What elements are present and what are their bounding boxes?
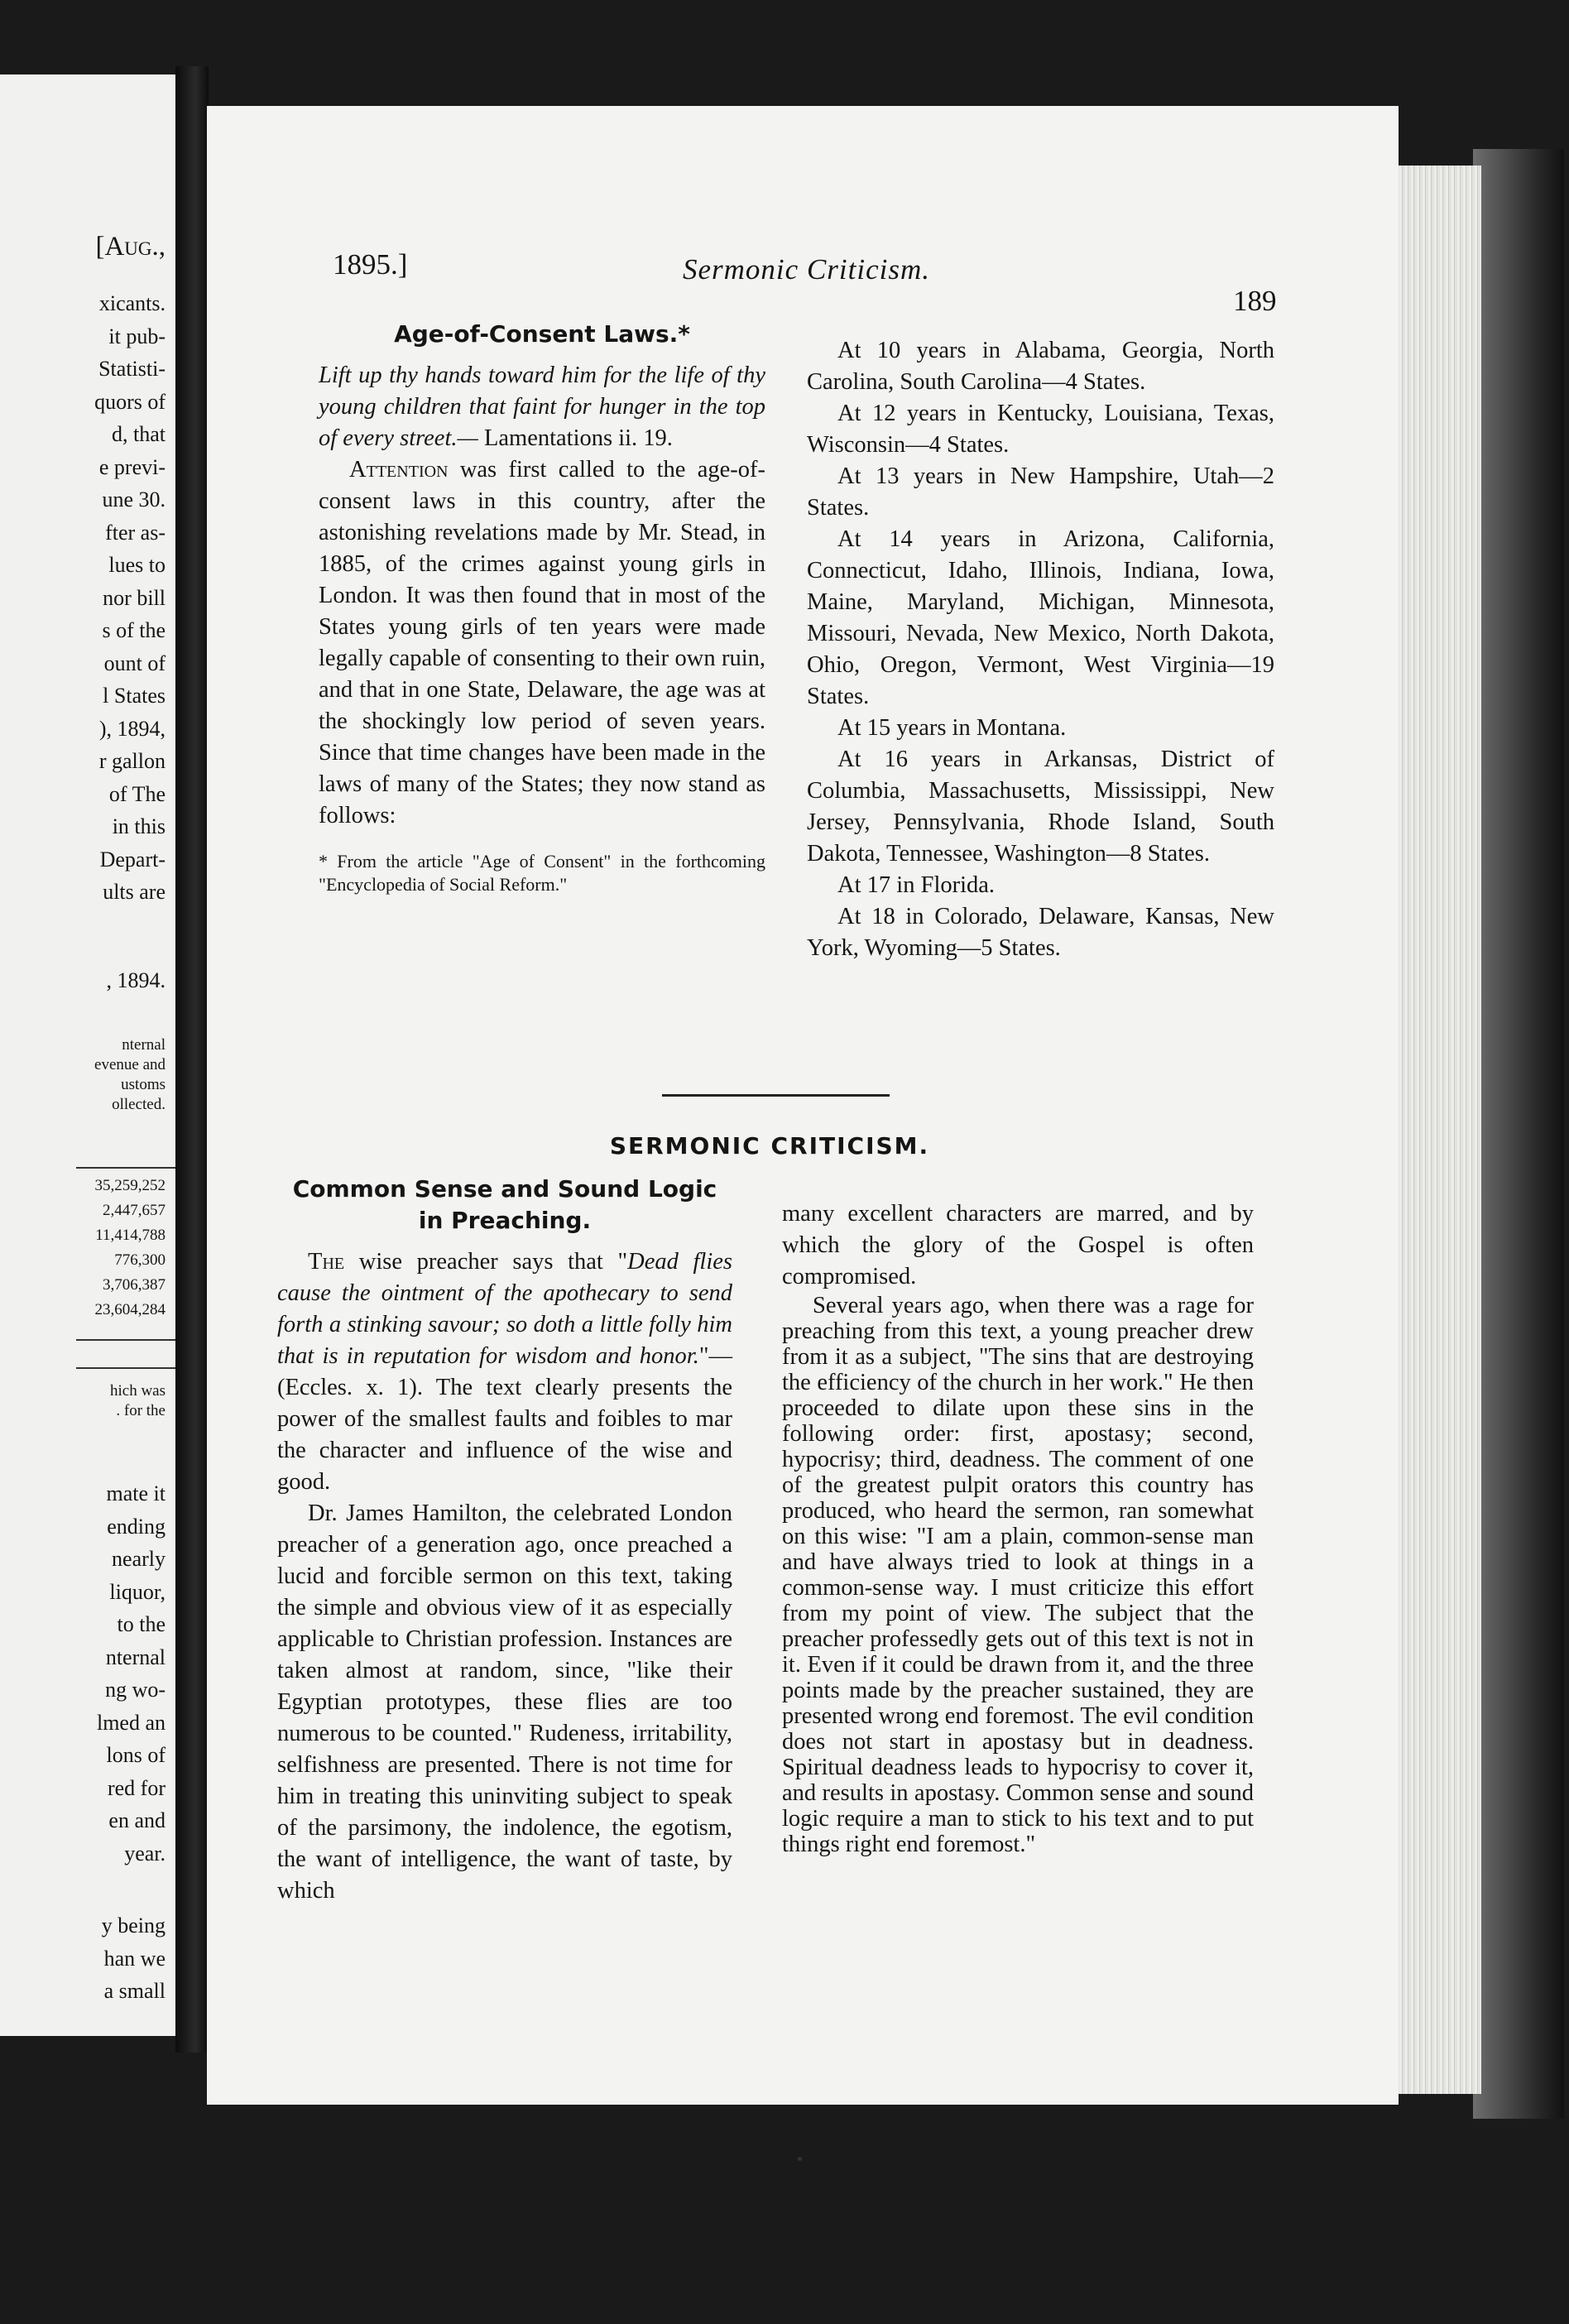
left-page-line: lues to — [108, 553, 166, 577]
age-of-consent-list-item: At 16 years in Arkansas, District of Columbia, Massachusetts, Mississippi, New Jersey, Pennsylvania, Rhode Island, South Dakota, Tennessee, Washington—8 States. — [807, 747, 1274, 867]
age-of-consent-list-item: At 17 in Florida. — [837, 872, 996, 898]
page-edge-shadow — [1473, 149, 1564, 2119]
left-page-line: fter as- — [105, 520, 166, 545]
left-page-note-line: hich was — [109, 1382, 166, 1400]
header-year: 1895.] — [333, 248, 408, 281]
page-number: 189 — [1233, 285, 1277, 317]
left-page-line: han we — [103, 1946, 166, 1971]
left-page-line: ults are — [103, 880, 166, 904]
left-page-line: of The — [108, 781, 166, 806]
article2-paragraph-2-continued: many excellent characters are marred, and by which the glory of the Gospel is often compromised. — [782, 1201, 1254, 1289]
lead-word: The — [308, 1249, 345, 1275]
left-page-line: une 30. — [102, 487, 166, 511]
left-page-line: to the — [117, 1612, 166, 1636]
article1-title: Age-of-Consent Laws.* — [394, 320, 690, 348]
left-page-line: in this — [112, 814, 166, 838]
left-page-line: r gallon — [98, 749, 166, 773]
left-page-line: e previ- — [98, 454, 166, 479]
left-page-line: xicants. — [98, 291, 166, 315]
article2-title: Common Sense and Sound Logic in Preaching. — [292, 1175, 717, 1234]
age-of-consent-list-item: At 14 years in Arizona, California, Connecticut, Idaho, Illinois, Indiana, Iowa, Maine, Maryland, Michigan, Minnesota, Missouri, Nevada, New Mexico, North Dakota, Ohio, Oregon, Vermont, West Virginia—19 States. — [807, 526, 1274, 709]
left-page-line: nor bill — [103, 585, 166, 610]
left-page-line: lmed an — [96, 1710, 166, 1735]
left-page-table-value: 23,604,284 — [94, 1301, 166, 1318]
article2-paragraph-1 — [277, 1246, 732, 1498]
left-page-table-value: 3,706,387 — [103, 1276, 166, 1294]
epigraph-reference: Lamentations ii. 19. — [483, 425, 673, 451]
left-page-rule — [76, 1167, 175, 1169]
left-page-table-value: 2,447,657 — [103, 1202, 166, 1219]
section-divider — [662, 1094, 890, 1097]
age-of-consent-list-item: At 10 years in Alabama, Georgia, North Carolina, South Carolina—4 States. — [807, 338, 1274, 395]
p1-text-b: "—(Eccles. x. 1). The text clearly presents the power of the smallest faults and foibles to mar the character and influence of the wise and good. — [277, 1343, 732, 1495]
left-page-line: s of the — [102, 618, 166, 642]
left-page-line: l States — [103, 684, 166, 708]
left-page-line: red for — [107, 1775, 166, 1800]
left-page-rule — [76, 1339, 175, 1341]
left-page-line: year. — [124, 1841, 166, 1865]
article2-left-column — [277, 1174, 732, 1907]
left-page-line: quors of — [94, 389, 166, 414]
lead-word: Attention — [349, 457, 449, 483]
running-title: Sermonic Criticism. — [683, 253, 930, 286]
left-page-table-value: 776,300 — [114, 1251, 166, 1269]
age-of-consent-list-item: At 12 years in Kentucky, Louisiana, Texas, Wisconsin—4 States. — [807, 401, 1274, 458]
left-page-line: mate it — [106, 1481, 166, 1505]
left-page-table-header-line: evenue and — [94, 1056, 166, 1073]
left-page-year: , 1894. — [106, 968, 166, 992]
previous-page-fragment — [0, 74, 175, 2036]
left-page-header: [Aug., — [95, 232, 166, 262]
left-page-line: lons of — [106, 1743, 166, 1767]
p1-quote: Dead flies cause the ointment of the apothecary to send forth a stinking savour; so doth a little folly him that is in reputation for wisdom and honor. — [277, 1249, 732, 1369]
left-page-line: a small — [103, 1979, 166, 2003]
left-page-table-header-line: nternal — [122, 1036, 166, 1054]
book-gutter — [175, 66, 209, 2053]
article2-paragraph-2: Dr. James Hamilton, the celebrated London preacher of a generation ago, once preached a lucid and forcible sermon on this text, taking the simple and obvious view of it as especially applicable to Christian profession. Instances are taken almost at random, since, "like their Egyptian prototypes, these flies are too numerous to be counted." Rudeness, irritability, selfishness are presented. There is not time for him in treating this uninviting subject to speak of the parsimony, the indolence, the egotism, the want of intelligence, the want of taste, by which — [277, 1501, 732, 1904]
p1-text-a: wise preacher says that " — [344, 1249, 628, 1275]
left-page-table-header-line: ustoms — [121, 1076, 166, 1093]
left-page-line: ng wo- — [105, 1678, 166, 1702]
age-of-consent-list-item: At 18 in Colorado, Delaware, Kansas, New York, Wyoming—5 States. — [807, 904, 1274, 961]
age-of-consent-list-item: At 15 years in Montana. — [837, 715, 1067, 741]
left-page-line: nternal — [105, 1645, 166, 1669]
left-page-line: Depart- — [99, 847, 166, 872]
left-page-line: ount of — [103, 651, 166, 675]
article1-footnote: * From the article "Age of Consent" in the forthcoming "Encyclopedia of Social Reform." — [319, 851, 765, 895]
left-page-table-value: 35,259,252 — [94, 1177, 166, 1194]
article1-body — [319, 454, 765, 832]
section-title: SERMONIC CRITICISM. — [609, 1132, 930, 1160]
left-page-note-line: . for the — [116, 1402, 166, 1419]
left-page-line: nearly — [112, 1547, 166, 1571]
left-page-rule — [76, 1367, 175, 1369]
left-page-line: it pub- — [108, 324, 166, 348]
age-of-consent-list-item: At 13 years in New Hampshire, Utah—2 States. — [807, 463, 1274, 521]
left-page-line: ), 1894, — [98, 716, 166, 741]
body-text: was first called to the age-of-consent laws in this country, after the astonishing revelations made by Mr. Stead, in 1885, of the crimes against young girls in London. It was then found that in most of the States young girls of ten years were made legally capable of consenting to their own ruin, and that in one State, Delaware, the age was at the shockingly low period of seven years. Since that time changes have been made in the laws of many of the States; they now stand as follows: — [319, 457, 765, 828]
article2-paragraph-3: Several years ago, when there was a rage for preaching from this text, a young preacher drew from it as a subject, "The sins that are destroying the efficiency of the church in her work." He then proceeded to dilate upon these sins in the following order: first, apostasy; second, hypocrisy; third, deadness. The comment of one of the greatest pulpit orators this country has produced, who heard the sermon, ran somewhat on this wise: "I am a plain, common-sense man and have always tried to look at things in a common-sense way. I must criticize this effort from my point of view. The subject that the preacher professedly gets out of this text is not in it. Even if it could be drawn from it, and the three points made by the preacher sustained, they are presented wrong end foremost. The evil condition does not start in apostasy but in deadness. Spiritual deadness leads to hypocrisy to cover it, and results in apostasy. Common sense and sound logic require a man to stick to his text and to put things right end foremost." — [782, 1293, 1254, 1857]
article2-right-column — [782, 1198, 1254, 1857]
left-page-line: ending — [107, 1514, 166, 1539]
article1-left-column — [319, 319, 765, 896]
left-page-line: liquor, — [109, 1579, 166, 1604]
left-page-line: en and — [108, 1808, 166, 1832]
article1-epigraph — [319, 360, 765, 454]
page-speck — [798, 2157, 802, 2161]
article1-right-column — [807, 335, 1274, 964]
left-page-table-value: 11,414,788 — [95, 1227, 166, 1244]
left-page-table-header-line: ollected. — [112, 1096, 166, 1113]
left-page-line: y being — [101, 1913, 166, 1937]
left-page-line: d, that — [112, 422, 166, 446]
left-page-line: Statisti- — [98, 357, 166, 381]
epigraph-text: Lift up thy hands toward him for the life of thy young children that faint for hunger in the top of every street.— — [319, 363, 765, 451]
